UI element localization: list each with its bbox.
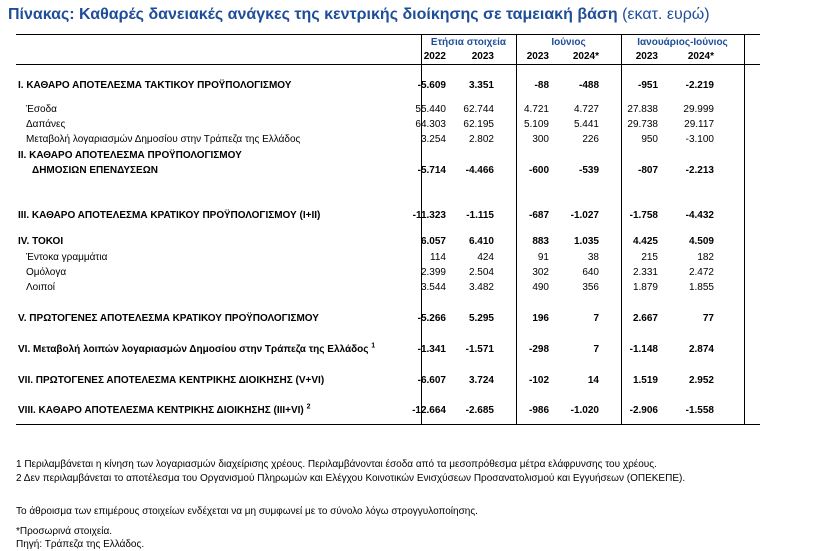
header-year: 2024* (687, 51, 714, 62)
table-cell: 27.838 (627, 104, 658, 115)
table-cell: 55.440 (415, 104, 446, 115)
table-cell: -6.607 (417, 375, 446, 386)
row-label (26, 119, 65, 131)
table-cell: 14 (587, 375, 599, 386)
table-cell: -986 (528, 405, 549, 416)
row-label-text: VIII. ΚΑΘΑΡΟ ΑΠΟΤΕΛΕΣΜΑ ΚΕΝΤΡΙΚΗΣ ΔΙΟΙΚΗΣΗΣ (III+VI) (18, 405, 304, 416)
row-label-text: I. ΚΑΘΑΡΟ ΑΠΟΤΕΛΕΣΜΑ ΤΑΚΤΙΚΟΥ ΠΡΟΫΠΟΛΟΓΙΣΜΟΥ (18, 80, 292, 91)
table-cell: 6.410 (468, 236, 494, 247)
table-cell: 300 (532, 134, 549, 145)
table-cell: 2.802 (468, 134, 494, 145)
page-title (8, 6, 710, 24)
footnote-marker: 2 (306, 403, 311, 411)
table-cell: 29.999 (683, 104, 714, 115)
row-label (18, 344, 375, 356)
header-year: 2022 (423, 51, 446, 62)
table-cell: -5.714 (417, 165, 446, 176)
table-cell: 1.879 (632, 282, 658, 293)
table-cell: -5.266 (417, 313, 446, 324)
table-cell: -687 (528, 210, 549, 221)
rounding-note: Το άθροισμα των επιμέρους στοιχείων ενδέχεται να μη συμφωνεί με το σύνολο λόγω στρογγυλοποίησης. (16, 506, 478, 517)
table-cell: -1.758 (629, 210, 658, 221)
table-cell: 3.544 (420, 282, 446, 293)
table-cell: -1.558 (685, 405, 714, 416)
table-cell: 64.303 (415, 119, 446, 130)
table-cell: -539 (578, 165, 599, 176)
row-label (18, 210, 320, 222)
table-cell: 3.254 (420, 134, 446, 145)
table-cell: -298 (528, 344, 549, 355)
table-cell: -488 (578, 80, 599, 91)
row-label-continued: ΔΗΜΟΣΙΩΝ ΕΠΕΝΔΥΣΕΩΝ (32, 165, 158, 176)
row-label-text: III. ΚΑΘΑΡΟ ΑΠΟΤΕΛΕΣΜΑ ΚΡΑΤΙΚΟΥ ΠΡΟΫΠΟΛΟΓΙΣΜΟΥ (I+II) (18, 210, 321, 221)
table-cell: -807 (637, 165, 658, 176)
table-cell: 2.399 (420, 267, 446, 278)
row-label-text: VI. Μεταβολή λοιπών λογαριασμών Δημοσίου στην Τράπεζα της Ελλάδος (18, 344, 369, 355)
table-cell: 91 (537, 252, 549, 263)
table-cell: 215 (641, 252, 658, 263)
table-cell: -2.685 (465, 405, 494, 416)
footnote-1: 1 Περιλαμβάνεται η κίνηση των λογαριασμών διαχείρισης χρέους. Περιλαμβάνονται έσοδα από τα μεσοπρόθεσμα μέτρα ελάφρυνσης του χρέους. (16, 459, 657, 470)
table-cell: 3.724 (468, 375, 494, 386)
table-cell: -1.571 (465, 344, 494, 355)
table-cell: 62.195 (463, 119, 494, 130)
table-cell: -2.213 (685, 165, 714, 176)
header-year: 2023 (526, 51, 549, 62)
table-cell: 1.519 (632, 375, 658, 386)
column-separator (744, 34, 745, 424)
footnote-2: 2 Δεν περιλαμβάνεται το αποτέλεσμα του Οργανισμού Πληρωμών και Ελέγχου Κοινοτικών Ενισχύσεων Προσανατολισμού και Εγγυήσεων (ΟΠΕΚΕΠΕ). (16, 473, 686, 484)
row-label-text: IV. ΤΟΚΟΙ (18, 236, 64, 247)
provisional-note: *Προσωρινά στοιχεία. (16, 526, 113, 537)
table-cell: 356 (582, 282, 599, 293)
row-label-text: V. ΠΡΩΤΟΓΕΝΕΣ ΑΠΟΤΕΛΕΣΜΑ ΚΡΑΤΙΚΟΥ ΠΡΟΫΠΟΛΟΓΙΣΜΟΥ (18, 313, 319, 324)
title-main: Πίνακας: Καθαρές δανειακές ανάγκες της κεντρικής διοίκησης σε ταμειακή βάση (8, 6, 618, 23)
table-header-rule (16, 64, 760, 65)
table-cell: 1.855 (688, 282, 714, 293)
table-cell: 4.721 (523, 104, 549, 115)
column-separator (621, 34, 622, 424)
row-label (18, 313, 319, 325)
row-label (18, 375, 324, 387)
header-year: 2023 (471, 51, 494, 62)
row-label-text: Ομόλογα (26, 267, 67, 278)
table-cell: 182 (697, 252, 714, 263)
table-cell: -1.148 (629, 344, 658, 355)
header-year: 2023 (635, 51, 658, 62)
table-cell: -2.219 (685, 80, 714, 91)
table-top-rule (16, 34, 760, 35)
title-unit: (εκατ. ευρώ) (622, 6, 710, 23)
header-group: Ιούνιος (551, 37, 586, 48)
row-label (18, 405, 310, 417)
table-cell: 5.109 (523, 119, 549, 130)
table-cell: 2.331 (632, 267, 658, 278)
table-cell: -88 (534, 80, 549, 91)
table-cell: 2.874 (688, 344, 714, 355)
row-label-text: Μεταβολή λογαριασμών Δημοσίου στην Τράπεζα της Ελλάδος (26, 134, 301, 145)
table-cell: 883 (532, 236, 549, 247)
table-cell: 1.035 (573, 236, 599, 247)
table-cell: 29.117 (684, 119, 714, 130)
row-label-text: II. ΚΑΘΑΡΟ ΑΠΟΤΕΛΕΣΜΑ ΠΡΟΫΠΟΛΟΓΙΣΜΟΥ (18, 150, 242, 161)
table-cell: 226 (582, 134, 599, 145)
table-cell: 3.482 (468, 282, 494, 293)
table-cell: -1.115 (466, 210, 494, 221)
row-label (18, 236, 63, 248)
table-cell: 5.441 (573, 119, 599, 130)
table-cell: -951 (637, 80, 658, 91)
row-label-text: Έσοδα (26, 104, 57, 115)
table-cell: 2.952 (688, 375, 714, 386)
data-table (16, 34, 760, 454)
table-cell: 7 (593, 344, 599, 355)
table-cell: 196 (532, 313, 549, 324)
header-group: Ετήσια στοιχεία (430, 37, 507, 48)
table-cell: 114 (430, 252, 446, 263)
table-cell: 5.295 (468, 313, 494, 324)
row-label-text: Λοιποί (26, 282, 56, 293)
table-cell: -4.466 (465, 165, 494, 176)
table-cell: -1.020 (570, 405, 599, 416)
table-bottom-rule (16, 424, 760, 425)
row-label-text: Δαπάνες (26, 119, 66, 130)
table-cell: 77 (702, 313, 714, 324)
table-cell: 4.727 (573, 104, 599, 115)
table-cell: 4.425 (632, 236, 658, 247)
column-separator (516, 34, 517, 424)
table-cell: 2.667 (632, 313, 658, 324)
table-cell: -1.027 (570, 210, 599, 221)
row-label (26, 134, 300, 146)
table-cell: -3.100 (685, 134, 714, 145)
table-cell: 640 (582, 267, 599, 278)
source-note: Πηγή: Τράπεζα της Ελλάδος. (16, 539, 145, 550)
table-cell: 4.509 (688, 236, 714, 247)
row-label (26, 282, 55, 294)
row-label-text: Έντοκα γραμμάτια (26, 252, 108, 263)
row-label (26, 104, 57, 116)
table-cell: 29.738 (627, 119, 658, 130)
table-cell: -5.609 (417, 80, 446, 91)
table-cell: -102 (528, 375, 549, 386)
table-cell: 6.057 (420, 236, 446, 247)
row-label (26, 267, 66, 279)
table-cell: -4.432 (685, 210, 714, 221)
table-cell: 2.472 (688, 267, 714, 278)
table-cell: 950 (641, 134, 658, 145)
row-label (18, 80, 291, 92)
table-cell: -11.323 (412, 210, 446, 221)
column-separator (421, 34, 422, 424)
table-cell: -600 (528, 165, 549, 176)
table-cell: -12.664 (412, 405, 446, 416)
row-label-text: VII. ΠΡΩΤΟΓΕΝΕΣ ΑΠΟΤΕΛΕΣΜΑ ΚΕΝΤΡΙΚΗΣ ΔΙΟΙΚΗΣΗΣ (V+VI) (18, 375, 325, 386)
table-cell: 302 (532, 267, 549, 278)
table-cell: 7 (593, 313, 599, 324)
table-cell: -2.906 (629, 405, 658, 416)
row-label (26, 252, 107, 264)
table-cell: 490 (532, 282, 549, 293)
table-cell: 38 (587, 252, 599, 263)
footnote-marker: 1 (371, 342, 376, 350)
table-cell: 62.744 (463, 104, 494, 115)
header-year: 2024* (572, 51, 599, 62)
table-cell: 3.351 (468, 80, 494, 91)
header-group: Ιανουάριος-Ιούνιος (637, 37, 728, 48)
row-label (18, 150, 242, 162)
table-cell: -1.341 (417, 344, 446, 355)
table-cell: 424 (477, 252, 494, 263)
table-cell: 2.504 (468, 267, 494, 278)
